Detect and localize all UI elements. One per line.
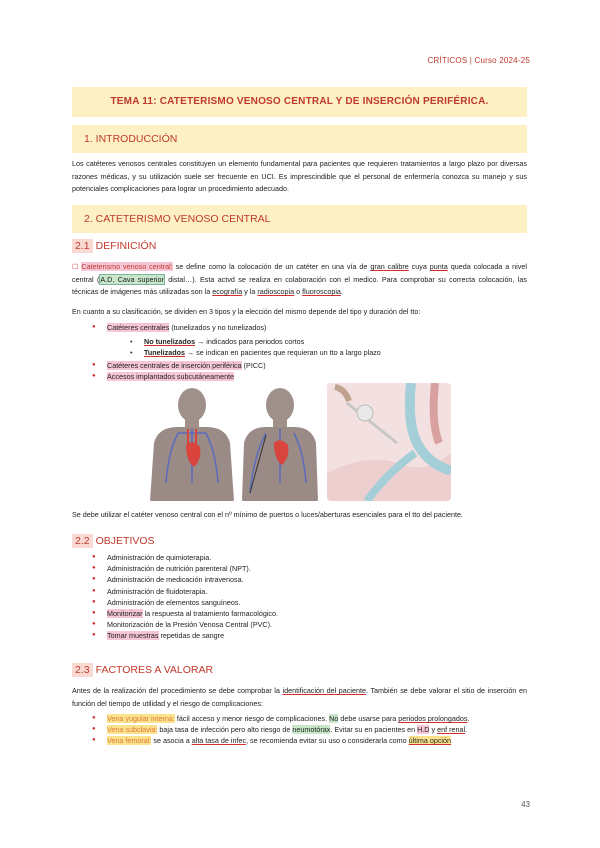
text: Administración de elementos sanguíneos. — [107, 597, 241, 607]
text: Tomar muestras — [107, 631, 159, 641]
definition-paragraph — [72, 261, 527, 299]
list-item — [92, 713, 532, 724]
subsection-objetivos — [72, 535, 155, 547]
catheter-types-list — [92, 322, 266, 333]
text: ecografía — [212, 287, 243, 296]
subsection-factores — [72, 664, 213, 676]
text: Administración de quimioterapia. — [107, 553, 212, 562]
text: punta — [429, 262, 448, 271]
section-cateterismo-title: 2. CATETERISMO VENOSO CENTRAL — [72, 205, 527, 233]
text: Antes de la realización del procedimiento se debe comprobar la — [72, 686, 283, 695]
course-header: CRÍTICOS | Curso 2024-25 — [427, 56, 530, 65]
text: → se indican en pacientes que requieran un tto a largo plazo — [185, 348, 381, 358]
text: periodos prolongados — [398, 714, 468, 723]
text: identificación del paciente — [282, 686, 366, 695]
section-introduccion-title: 1. INTRODUCCIÓN — [72, 125, 527, 153]
text: Accesos implantados subcutáneamente — [107, 372, 235, 382]
list-item — [92, 630, 278, 641]
objectives-list — [92, 552, 278, 642]
text: distal…). Esta actvd se realiza en colaboración con el medico. Para comprobar su correcta colocación, las técnicas de imágenes más utilizadas son la — [72, 274, 528, 296]
text: . También se debe valorar el sitio de inserción en función del tiempo de utilidad y el riesgo de complicaciones: — [72, 686, 527, 708]
text: última opción — [408, 736, 452, 746]
checkbox-icon: ☐ — [72, 262, 79, 271]
list-item — [92, 371, 266, 382]
text: (tunelizados y no tunelizados) — [169, 323, 267, 332]
text: queda colocada a nivel central ( — [72, 262, 527, 284]
text: No tunelizados — [144, 337, 196, 346]
text: Monitorización de la Presión Venosa Central (PVC). — [107, 620, 272, 630]
subsection-title: FACTORES A VALORAR — [95, 664, 214, 676]
intro-paragraph: Los catéteres venosos centrales constituyen un elemento fundamental para pacientes que requieren tratamientos a largo plazo por diversas razones médicas, y su utilización suele ser frecuente en UCI. Es imprescindible que el personal de enfermería conozca su manejo y sus potenciales complicaciones para lograr un procedimiento adecuado. — [72, 159, 527, 193]
text: Administración de nutrición parenteral (NPT). — [107, 564, 251, 574]
text: la respuesta al tratamiento farmacológico. — [142, 609, 278, 619]
text: A.D, Cava superior — [100, 274, 164, 284]
subsection-title: DEFINICIÓN — [95, 240, 157, 252]
list-item — [92, 619, 278, 630]
ports-paragraph: Se debe utilizar el catéter venoso central con el nº mínimo de puertos o luces/aberturas esenciales para el tto del paciente. — [72, 510, 463, 519]
text: se asocia a — [151, 736, 192, 746]
list-item — [92, 735, 532, 746]
list-item — [130, 347, 381, 358]
subsection-number: 2.1 — [72, 239, 93, 253]
text: . — [340, 287, 343, 296]
catheter-subtypes-list — [130, 336, 381, 358]
text: Administración de fluidoterapia. — [107, 586, 208, 596]
text: enf renal — [437, 725, 466, 735]
text: se define como la colocación de un catéter en una vía de — [172, 262, 371, 271]
torso-vein-illustration-1 — [148, 383, 236, 501]
list-item — [130, 336, 381, 347]
text: baja tasa de infección pero alto riesgo de — [157, 725, 293, 735]
text: , se recomienda evitar su uso o considerarla como — [246, 736, 409, 746]
catheter-types-list-2 — [92, 360, 266, 382]
list-item — [92, 608, 278, 619]
catheter-insertion-illustration — [327, 383, 451, 501]
text: Monitorizar — [107, 609, 143, 619]
text: . — [465, 725, 468, 735]
text: alta tasa de infec — [191, 736, 247, 746]
subsection-definicion — [72, 240, 156, 252]
subsection-title: OBJETIVOS — [95, 535, 155, 547]
list-item — [92, 322, 266, 333]
text: Administración de medicación intravenosa. — [107, 575, 244, 585]
factors-intro-paragraph — [72, 685, 527, 710]
text: Vena femoral: — [107, 736, 152, 746]
text: . Evitar su en pacientes en — [330, 725, 418, 735]
text: → indicados para periodos cortos — [195, 337, 305, 346]
subsection-number: 2.3 — [72, 663, 93, 677]
text: Tunelizados — [144, 348, 185, 358]
text: o — [294, 287, 303, 296]
list-item — [92, 597, 278, 608]
text: y — [429, 725, 438, 735]
text: (PICC) — [241, 361, 266, 370]
torso-vein-illustration-2 — [240, 383, 320, 501]
text: . — [467, 714, 470, 723]
text: cuya — [408, 262, 430, 271]
text: fluoroscopia — [302, 287, 341, 296]
text: radioscopia — [257, 287, 295, 296]
text: Vena yugular interna: — [107, 714, 175, 723]
text: Catéteres centrales de inserción periférica — [107, 361, 242, 370]
definition-term: Cateterismo venoso central: — [81, 262, 173, 271]
text: Vena subclavia: — [107, 725, 158, 735]
text: neumotórax — [292, 725, 331, 735]
text: repetidas de sangre — [158, 631, 225, 641]
list-item — [92, 360, 266, 371]
list-item — [92, 586, 278, 597]
list-item — [92, 563, 278, 574]
text: fácil acceso y menor riesgo de complicaciones. — [174, 714, 330, 723]
list-item — [92, 574, 278, 585]
text: Catéteres centrales — [107, 323, 170, 332]
text: H.D — [417, 725, 430, 735]
text: No — [329, 714, 339, 723]
subsection-number: 2.2 — [72, 534, 93, 548]
text: gran calibre — [370, 262, 409, 271]
veins-list — [92, 713, 532, 747]
tema-title: TEMA 11: CATETERISMO VENOSO CENTRAL Y DE INSERCIÓN PERIFÉRICA. — [72, 87, 527, 117]
text: y la — [242, 287, 258, 296]
list-item — [92, 552, 278, 563]
text: debe usarse para — [338, 714, 399, 723]
page-number: 43 — [521, 800, 530, 809]
list-item — [92, 724, 532, 735]
classification-paragraph: En cuanto a su clasificación, se dividen en 3 tipos y la elección del mismo depende del tipo y duración del tto: — [72, 307, 421, 316]
